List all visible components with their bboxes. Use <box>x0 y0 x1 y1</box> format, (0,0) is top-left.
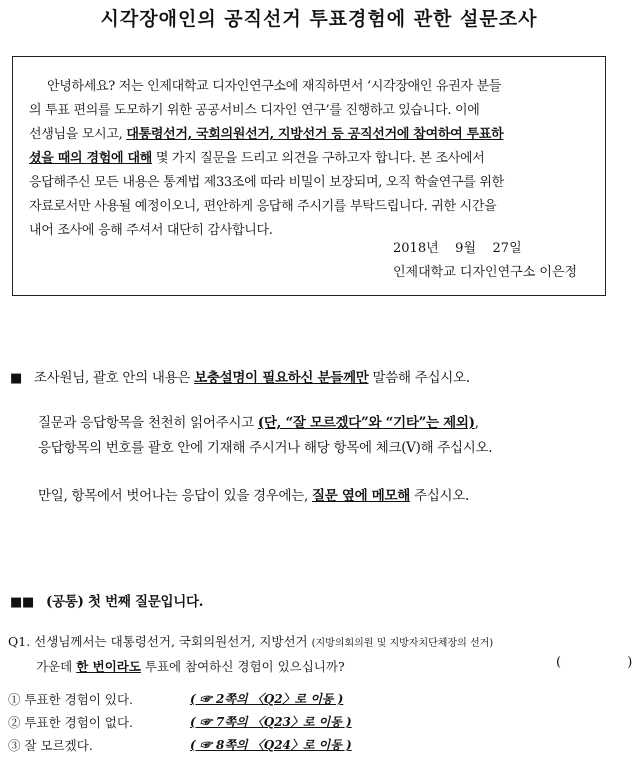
question-text-1: 선생님께서는 대통령선거, 국회의원선거, 지방선거 <box>34 634 308 649</box>
intro-line-4 <box>29 147 485 166</box>
intro-emphasis-1: 대통령선거, 국회의원선거, 지방선거 등 공직선거에 참여하여 투표하 <box>126 127 504 142</box>
instruction-4-pre: 만일, 항목에서 벗어나는 응답이 있을 경우에는, <box>38 488 313 504</box>
instruction-line-4 <box>38 484 469 504</box>
question-line-1 <box>8 632 493 650</box>
intro-line-4-post: 몇 가지 질문을 드리고 의견을 구하고자 합니다. 본 조사에서 <box>152 151 485 166</box>
question-2-pre: 가운데 <box>36 659 77 674</box>
intro-box <box>12 56 606 296</box>
intro-line-3-pre: 선생님을 모시고, <box>29 127 127 142</box>
intro-line-2: 의 투표 편의를 도모하기 위한 공공서비스 디자인 연구’를 진행하고 있습니다. 이에 <box>29 103 480 118</box>
option-3-goto: ( ☞ 8쪽의 〈Q24〉로 이동 ) <box>190 738 352 752</box>
instruction-4-post: 주십시오. <box>410 488 469 504</box>
intro-emphasis-2: 셨을 때의 경험에 대해 <box>29 151 152 166</box>
instruction-1-pre: 조사원님, 괄호 안의 내용은 <box>33 370 195 386</box>
square-bullet-icon: ■ <box>10 371 22 386</box>
instruction-line-1 <box>10 366 470 386</box>
intro-line-1: 안녕하세요? 저는 인제대학교 디자인연구소에 재직하면서 ‘시각장애인 유권자 분들 <box>47 79 502 94</box>
instruction-1-underlined: 보충설명이 필요하신 분들께만 <box>194 370 369 386</box>
instruction-line-2 <box>38 411 479 431</box>
question-note: (지방의회의원 및 지방자치단체장의 선거) <box>311 638 494 649</box>
question-line-2 <box>36 657 345 675</box>
instruction-2-post: , <box>474 415 479 431</box>
double-square-bullet-icon: ■■ <box>10 595 34 610</box>
instruction-1-post: 말씀해 주십시오. <box>368 370 470 386</box>
question-2-post: 투표에 참여하신 경험이 있으십니까? <box>140 659 345 674</box>
question-number: Q1. <box>8 634 31 649</box>
instruction-line-3: 응답항목의 번호를 괄호 안에 기재해 주시거나 해당 항목에 체크(V)해 주십시오. <box>38 440 493 456</box>
intro-line-3 <box>29 123 503 142</box>
section-title: (공통) 첫 번째 질문입니다. <box>45 594 204 610</box>
organization-signature: 인제대학교 디자인연구소 이은정 <box>393 265 578 280</box>
option-1-goto: ( ☞ 2쪽의 〈Q2〉로 이동 ) <box>190 692 344 706</box>
option-2-goto: ( ☞ 7쪽의 〈Q23〉로 이동 ) <box>190 715 352 729</box>
intro-line-6: 자료로서만 사용될 예정이오니, 편안하게 응답해 주시기를 부탁드립니다. 귀한 시간을 <box>29 199 497 214</box>
intro-line-7: 내어 조사에 응해 주셔서 대단히 감사합니다. <box>29 223 273 238</box>
instruction-2-underlined: (단, “잘 모르겠다”와 “기타”는 제외) <box>257 415 475 431</box>
option-2-label[interactable]: ② 투표한 경험이 없다. <box>8 715 133 730</box>
option-3-label[interactable]: ③ 잘 모르겠다. <box>8 738 93 753</box>
instruction-4-underlined: 질문 옆에 메모해 <box>312 488 411 504</box>
survey-date: 2018년 9월 27일 <box>393 241 522 256</box>
page-title: 시각장애인의 공직선거 투표경험에 관한 설문조사 <box>100 8 538 30</box>
answer-blank[interactable]: ( ) <box>556 655 633 670</box>
option-1-label[interactable]: ① 투표한 경험이 있다. <box>8 692 133 707</box>
instruction-2-pre: 질문과 응답항목을 천천히 읽어주시고 <box>38 415 258 431</box>
question-2-underlined: 한 번이라도 <box>76 659 141 674</box>
section-heading <box>10 590 203 610</box>
intro-line-5: 응답해주신 모든 내용은 통계법 제33조에 따라 비밀이 보장되며, 오직 학술연구를 위한 <box>29 175 504 190</box>
